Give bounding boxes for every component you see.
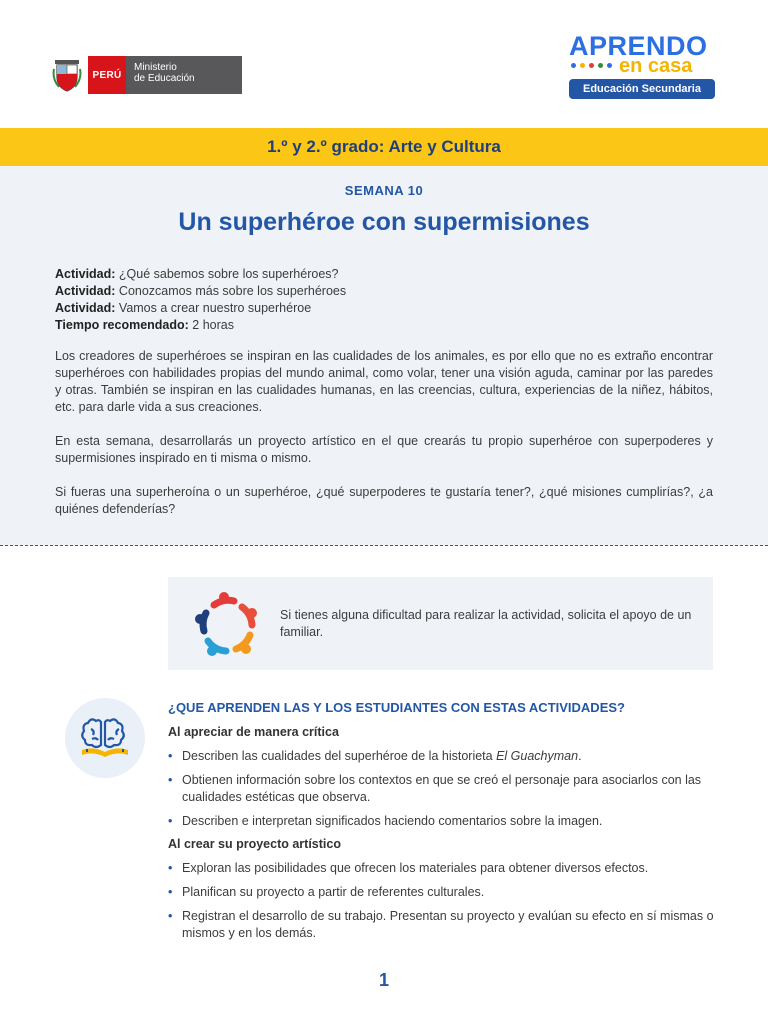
peru-label: PERÚ <box>88 56 126 94</box>
government-logo <box>52 56 242 94</box>
community-circle-icon <box>194 591 262 659</box>
learning-heading: ¿QUE APRENDEN LAS Y LOS ESTUDIANTES CON ESTAS ACTIVIDADES? <box>168 700 625 715</box>
week-label: SEMANA 10 <box>344 183 424 198</box>
activity-line: Actividad: Vamos a crear nuestro superhéroe <box>55 301 312 315</box>
education-level-badge: Educación Secundaria <box>569 79 715 99</box>
activity-line: Actividad: ¿Qué sabemos sobre los superhéroes? <box>55 267 339 281</box>
list-item: • Describen las cualidades del superhéroe de la historieta El Guachyman. <box>168 748 718 765</box>
activity-line: Actividad: Conozcamos más sobre los superhéroes <box>55 284 347 298</box>
brain-book-icon <box>65 698 145 778</box>
page-header <box>0 0 768 128</box>
time-line: Tiempo recomendado: 2 horas <box>55 318 234 332</box>
list-item: • Describen e interpretan significados haciendo comentarios sobre la imagen. <box>168 813 718 830</box>
dashed-divider <box>0 545 768 546</box>
logo-dots <box>571 63 612 68</box>
page-title: Un superhéroe con supermisiones <box>178 208 590 236</box>
ministry-line-2: de Educación <box>134 73 195 84</box>
list-item: • Registran el desarrollo de su trabajo. Presentan su proyecto y evalúan su efecto en sí mismas o mismos y en los demás. <box>168 908 718 942</box>
section-title-create: Al crear su proyecto artístico <box>168 837 341 851</box>
list-item: • Planifican su proyecto a partir de referentes culturales. <box>168 884 718 901</box>
en-casa-word: en casa <box>619 55 693 77</box>
list-item: • Obtienen información sobre los contextos en que se creó el personaje para asociarlos con las cualidades estéticas que observa. <box>168 772 718 806</box>
national-shield-icon <box>52 56 82 94</box>
help-tip-box <box>168 577 713 670</box>
ministry-line-1: Ministerio <box>134 62 177 73</box>
help-tip-text: Si tienes alguna dificultad para realizar la actividad, solicita el apoyo de un familiar. <box>280 608 692 639</box>
list-item: • Exploran las posibilidades que ofrecen los materiales para obtener diversos efectos. <box>168 860 718 877</box>
create-list <box>168 860 718 942</box>
grade-subject-banner: 1.º y 2.º grado: Arte y Cultura <box>0 128 768 166</box>
aprendo-en-casa-logo <box>565 32 717 102</box>
ministry-label <box>126 56 242 94</box>
intro-paragraph-3: Si fueras una superheroína o un superhéroe, ¿qué superpoderes te gustaría tener?, ¿qué misiones cumplirías?, ¿a quiénes defenderías? <box>55 485 713 516</box>
intro-paragraph-2: En esta semana, desarrollarás un proyecto artístico en el que crearás tu propio superhéroe con superpoderes y supermisiones inspirado en ti misma o mismo. <box>55 434 713 465</box>
page-number: 1 <box>378 970 389 990</box>
intro-paragraph-1: Los creadores de superhéroes se inspiran en las cualidades de los animales, es por ello que no es extraño encontrar superhéroes con habilidades propias del mundo animal, como volar, tener una visión aguda, caminar por las paredes y otras. También se inspiran en las cualidades humanas, en las creencias, cultura, experiencias de la niñez, hábitos, etc. para darle vida a sus creaciones. <box>55 349 713 414</box>
section-title-appreciate: Al apreciar de manera crítica <box>168 725 339 739</box>
appreciate-list <box>168 748 718 830</box>
learning-section <box>168 700 718 949</box>
aprendo-word: APRENDO <box>569 31 708 61</box>
activity-list <box>55 266 715 334</box>
